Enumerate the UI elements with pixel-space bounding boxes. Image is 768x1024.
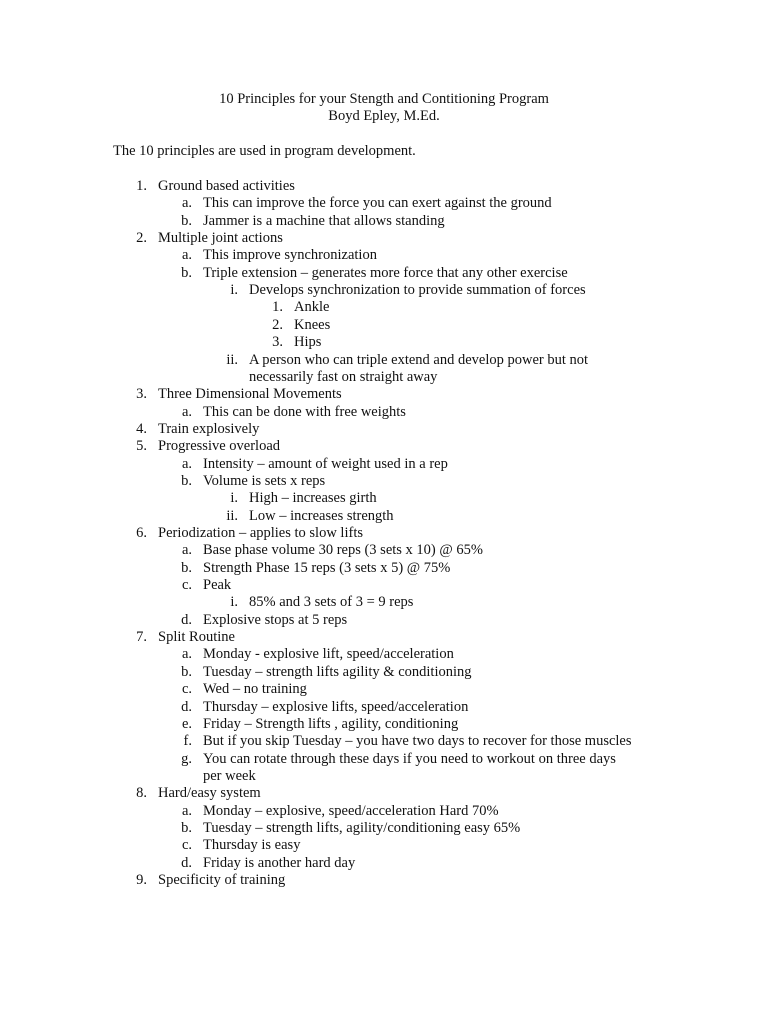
outline-item-text: Monday – explosive, speed/acceleration Hard 70% bbox=[203, 803, 499, 819]
outline-item-marker: c. bbox=[181, 681, 192, 697]
outline-item-marker: i. bbox=[230, 594, 238, 610]
outline-item-marker: a. bbox=[181, 646, 192, 662]
outline-item-text: Thursday – explosive lifts, speed/acceleration bbox=[203, 699, 469, 715]
outline-item-text: But if you skip Tuesday – you have two days to recover for those muscles bbox=[203, 733, 632, 749]
outline-item-text: This improve synchronization bbox=[203, 247, 377, 263]
outline-item-marker: 3. bbox=[136, 386, 147, 402]
outline-item-level-2 bbox=[0, 404, 768, 421]
outline-item-level-2 bbox=[0, 195, 768, 212]
outline-item-level-2 bbox=[0, 577, 768, 594]
outline-item-text: per week bbox=[203, 768, 256, 784]
outline-item-level-3 bbox=[0, 508, 768, 525]
outline-item-marker: f. bbox=[183, 733, 192, 749]
outline-item-level-3 bbox=[0, 594, 768, 611]
outline-item-level-2 bbox=[0, 473, 768, 490]
outline-item-level-2 bbox=[0, 612, 768, 629]
document-author: Boyd Epley, M.Ed. bbox=[328, 108, 440, 124]
outline-item-marker: 9. bbox=[136, 872, 147, 888]
outline-item-text: Jammer is a machine that allows standing bbox=[203, 213, 445, 229]
outline-item-text: Volume is sets x reps bbox=[203, 473, 326, 489]
outline-item-text: Triple extension – generates more force that any other exercise bbox=[203, 265, 568, 281]
outline-item-marker: b. bbox=[181, 213, 192, 229]
outline-item-marker: 6. bbox=[136, 525, 147, 541]
outline-item-text: Periodization – applies to slow lifts bbox=[158, 525, 363, 541]
outline-item-marker: 1. bbox=[136, 178, 147, 194]
intro-paragraph: The 10 principles are used in program development. bbox=[113, 143, 416, 159]
outline-item-level-1 bbox=[0, 438, 768, 455]
outline-item-text: Low – increases strength bbox=[249, 508, 394, 524]
outline-item-marker: 3. bbox=[272, 334, 283, 350]
outline-item-level-2 bbox=[0, 855, 768, 872]
outline-item-text: High – increases girth bbox=[249, 490, 377, 506]
outline-item-text: Ground based activities bbox=[158, 178, 295, 194]
outline-item-text: A person who can triple extend and develop power but not bbox=[249, 352, 589, 368]
outline-item-marker: d. bbox=[181, 699, 192, 715]
outline-item-level-2 bbox=[0, 456, 768, 473]
outline-item-marker: a. bbox=[181, 247, 192, 263]
document-title: 10 Principles for your Stength and Contitioning Program bbox=[219, 91, 549, 107]
outline-item-text: Progressive overload bbox=[158, 438, 281, 454]
outline-item-marker: 2. bbox=[272, 317, 283, 333]
outline-item-level-1 bbox=[0, 872, 768, 889]
outline-item-text: This can be done with free weights bbox=[203, 404, 406, 420]
outline-item-level-3 bbox=[0, 490, 768, 507]
outline-item-level-2 bbox=[0, 542, 768, 559]
outline-item-level-2 bbox=[0, 699, 768, 716]
outline-item-level-2 bbox=[0, 716, 768, 733]
outline-item-marker: 1. bbox=[272, 299, 283, 315]
outline-item-text: Intensity – amount of weight used in a rep bbox=[203, 456, 448, 472]
outline-item-text: Wed – no training bbox=[203, 681, 307, 697]
outline-item-text: Monday - explosive lift, speed/acceleration bbox=[203, 646, 454, 662]
outline-item-text: Tuesday – strength lifts agility & conditioning bbox=[203, 664, 472, 680]
outline-item-marker: a. bbox=[181, 456, 192, 472]
outline-item-text: necessarily fast on straight away bbox=[249, 369, 438, 385]
outline-item-level-1 bbox=[0, 386, 768, 403]
outline-item-marker: ii. bbox=[226, 352, 238, 368]
outline-item-level-1 bbox=[0, 785, 768, 802]
outline-item-level-3 bbox=[0, 282, 768, 299]
outline-item-marker: b. bbox=[181, 265, 192, 281]
outline-item-text: Split Routine bbox=[158, 629, 235, 645]
outline-item-level-3 bbox=[0, 369, 768, 386]
outline-item-level-1 bbox=[0, 525, 768, 542]
outline-item-level-2 bbox=[0, 768, 768, 785]
outline-item-level-4 bbox=[0, 334, 768, 351]
outline-item-marker: ii. bbox=[226, 508, 238, 524]
outline-item-marker: 4. bbox=[136, 421, 147, 437]
outline-item-level-2 bbox=[0, 751, 768, 768]
outline-item-marker: 8. bbox=[136, 785, 147, 801]
outline-item-marker: b. bbox=[181, 473, 192, 489]
outline-item-text: Friday – Strength lifts , agility, conditioning bbox=[203, 716, 459, 732]
outline-item-marker: b. bbox=[181, 560, 192, 576]
outline-item-level-1 bbox=[0, 421, 768, 438]
outline-item-text: Peak bbox=[203, 577, 232, 593]
outline-item-text: Hips bbox=[294, 334, 322, 350]
outline-item-marker: d. bbox=[181, 612, 192, 628]
outline-item-text: Tuesday – strength lifts, agility/conditioning easy 65% bbox=[203, 820, 521, 836]
outline-item-level-2 bbox=[0, 733, 768, 750]
outline-item-level-4 bbox=[0, 299, 768, 316]
outline-item-text: Thursday is easy bbox=[203, 837, 301, 853]
outline-item-marker: d. bbox=[181, 855, 192, 871]
outline-item-marker: c. bbox=[181, 577, 192, 593]
outline-item-marker: a. bbox=[181, 195, 192, 211]
outline-item-level-2 bbox=[0, 820, 768, 837]
outline-item-text: Specificity of training bbox=[158, 872, 286, 888]
outline-item-text: Develops synchronization to provide summation of forces bbox=[249, 282, 586, 298]
outline-item-marker: b. bbox=[181, 664, 192, 680]
outline-item-level-2 bbox=[0, 681, 768, 698]
outline-item-level-2 bbox=[0, 247, 768, 264]
outline-item-text: Knees bbox=[294, 317, 331, 333]
outline-item-text: Explosive stops at 5 reps bbox=[203, 612, 348, 628]
outline-item-level-3 bbox=[0, 352, 768, 369]
outline-item-text: Train explosively bbox=[158, 421, 260, 437]
outline-item-marker: b. bbox=[181, 820, 192, 836]
outline-item-level-2 bbox=[0, 560, 768, 577]
outline-item-marker: a. bbox=[181, 404, 192, 420]
outline-item-text: Friday is another hard day bbox=[203, 855, 356, 871]
outline-item-text: Strength Phase 15 reps (3 sets x 5) @ 75% bbox=[203, 560, 451, 576]
outline-item-level-2 bbox=[0, 803, 768, 820]
outline-item-level-2 bbox=[0, 837, 768, 854]
outline-item-marker: e. bbox=[181, 716, 192, 732]
outline-item-level-2 bbox=[0, 213, 768, 230]
outline-item-text: Hard/easy system bbox=[158, 785, 261, 801]
outline-item-text: Base phase volume 30 reps (3 sets x 10) @ 65% bbox=[203, 542, 483, 558]
outline-item-level-4 bbox=[0, 317, 768, 334]
outline-item-marker: i. bbox=[230, 490, 238, 506]
outline-item-level-1 bbox=[0, 629, 768, 646]
outline-item-text: Three Dimensional Movements bbox=[158, 386, 342, 402]
outline-item-text: You can rotate through these days if you need to workout on three days bbox=[203, 751, 616, 767]
outline-item-level-1 bbox=[0, 230, 768, 247]
outline-item-text: Ankle bbox=[294, 299, 330, 315]
outline-item-text: This can improve the force you can exert against the ground bbox=[203, 195, 552, 211]
outline-item-level-2 bbox=[0, 664, 768, 681]
outline-item-marker: g. bbox=[181, 751, 192, 767]
outline-item-level-1 bbox=[0, 178, 768, 195]
outline-item-marker: a. bbox=[181, 542, 192, 558]
outline-item-marker: a. bbox=[181, 803, 192, 819]
outline-item-marker: 7. bbox=[136, 629, 147, 645]
outline-item-marker: 5. bbox=[136, 438, 147, 454]
outline-item-marker: i. bbox=[230, 282, 238, 298]
outline-item-text: 85% and 3 sets of 3 = 9 reps bbox=[249, 594, 414, 610]
outline-item-text: Multiple joint actions bbox=[158, 230, 283, 246]
outline-item-marker: 2. bbox=[136, 230, 147, 246]
outline-item-level-2 bbox=[0, 265, 768, 282]
outline-item-level-2 bbox=[0, 646, 768, 663]
outline-item-marker: c. bbox=[181, 837, 192, 853]
